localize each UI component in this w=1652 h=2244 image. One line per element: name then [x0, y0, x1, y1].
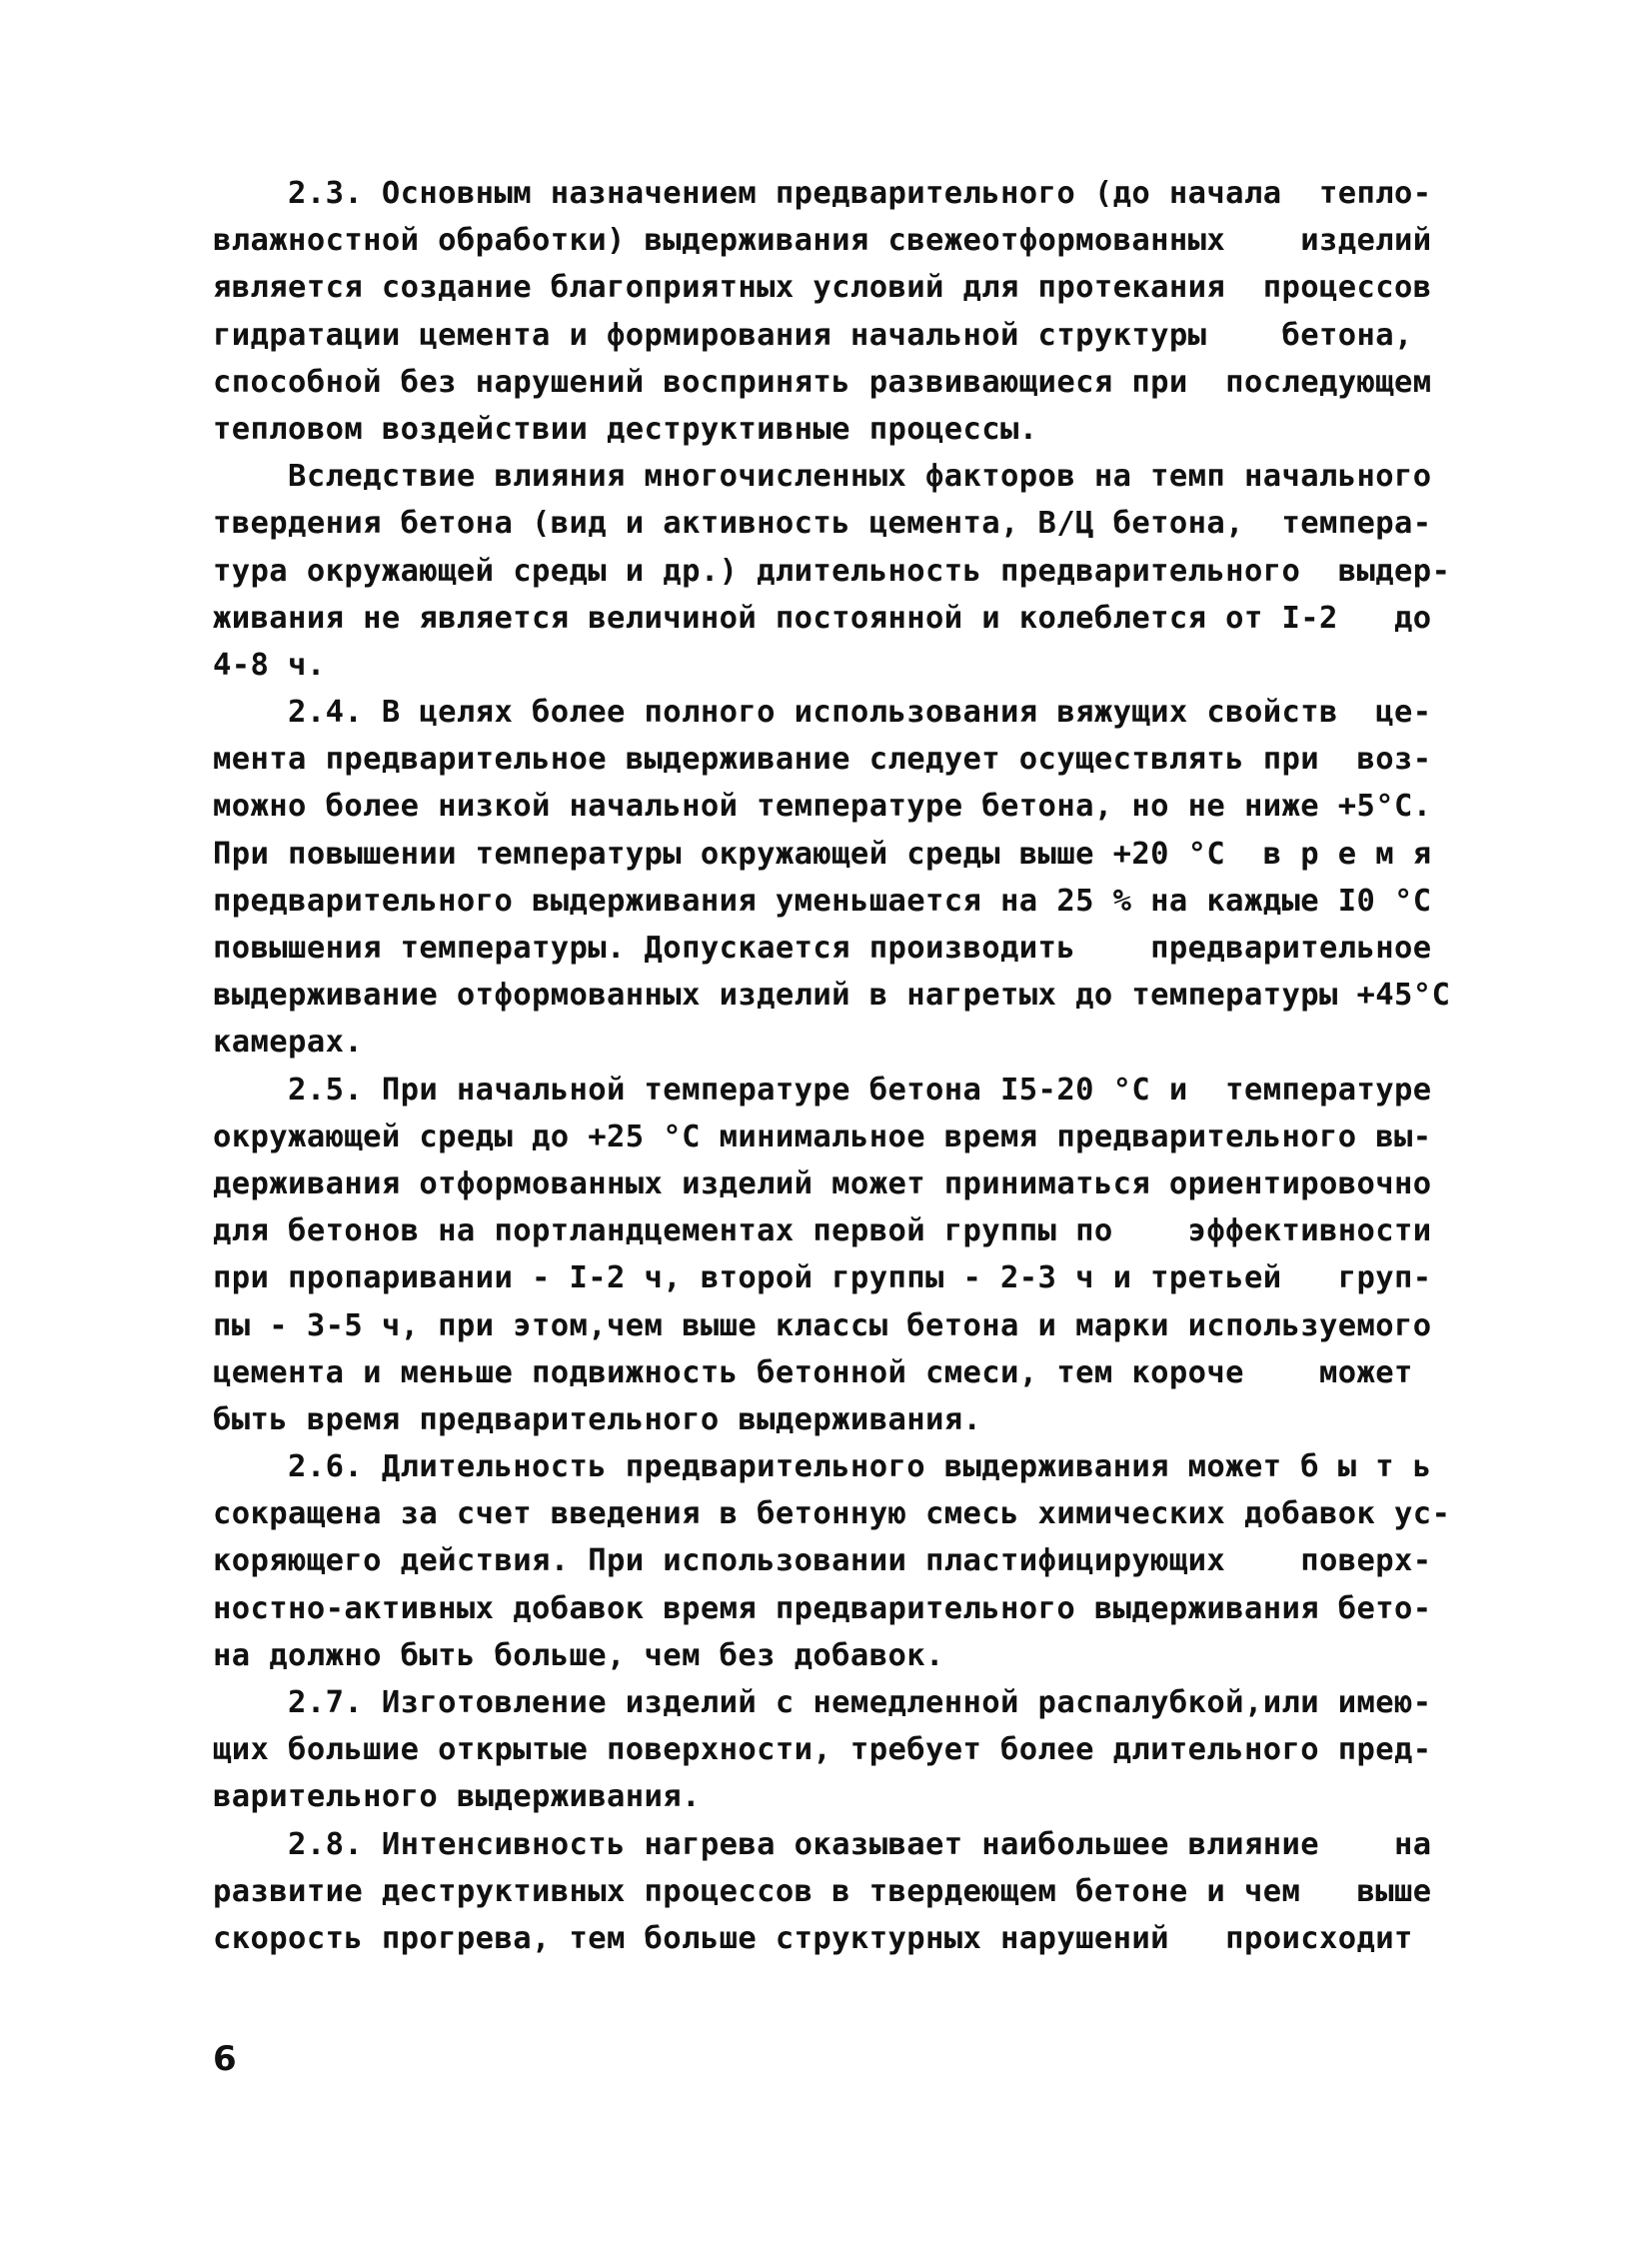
- text-line: мента предварительное выдерживание следует осуществлять при воз-: [213, 742, 1432, 778]
- text-line: для бетонов на портландцементах первой группы по эффективности: [213, 1213, 1432, 1249]
- text-line: живания не является величиной постоянной и колеблется от I-2 до: [213, 600, 1432, 636]
- text-line: быть время предварительного выдерживания.: [213, 1401, 982, 1437]
- text-line: ностно-активных добавок время предварительного выдерживания бето-: [213, 1590, 1432, 1626]
- text-line: предварительного выдерживания уменьшается на 25 % на каждые I0 °С: [213, 883, 1432, 919]
- text-line: При повышении температуры окружающей среды выше +20 °С в р е м я: [213, 836, 1432, 872]
- text-line: 2.3. Основным назначением предварительного (до начала тепло-: [213, 176, 1432, 211]
- text-line: при пропаривании - I-2 ч, второй группы - 2-3 ч и третьей груп-: [213, 1260, 1432, 1296]
- text-line: является создание благоприятных условий для протекания процессов: [213, 270, 1432, 306]
- text-line: окружающей среды до +25 °С минимальное время предварительного вы-: [213, 1119, 1432, 1154]
- text-line: 2.8. Интенсивность нагрева оказывает наибольшее влияние на: [213, 1826, 1432, 1862]
- text-line: тура окружающей среды и др.) длительность предварительного выдер-: [213, 553, 1451, 589]
- text-line: можно более низкой начальной температуре бетона, но не ниже +5°С.: [213, 789, 1432, 825]
- text-line: сокращена за счет введения в бетонную смесь химических добавок ус-: [213, 1496, 1451, 1532]
- text-line: повышения температуры. Допускается производить предварительное: [213, 931, 1432, 966]
- text-line: щих большие открытые поверхности, требует более длительного пред-: [213, 1732, 1432, 1768]
- text-line: 4-8 ч.: [213, 647, 326, 683]
- text-line: 2.6. Длительность предварительного выдерживания может б ы т ь: [213, 1449, 1432, 1485]
- text-line: 2.7. Изготовление изделий с немедленной распалубкой,или имею-: [213, 1685, 1432, 1720]
- text-line: твердения бетона (вид и активность цемента, В/Ц бетона, темпера-: [213, 506, 1432, 542]
- text-line: развитие деструктивных процессов в твердеющем бетоне и чем выше: [213, 1873, 1432, 1909]
- text-line: пы - 3-5 ч, при этом,чем выше классы бетона и марки используемого: [213, 1307, 1432, 1343]
- text-line: держивания отформованных изделий может приниматься ориентировочно: [213, 1165, 1432, 1201]
- text-line: влажностной обработки) выдерживания свежеотформованных изделий: [213, 223, 1432, 259]
- text-line: 2.4. В целях более полного использования вяжущих свойств це-: [213, 695, 1432, 731]
- text-line: коряющего действия. При использовании пластифицирующих поверх-: [213, 1543, 1432, 1579]
- document-page: [213, 170, 1472, 1962]
- text-line: варительного выдерживания.: [213, 1779, 701, 1815]
- text-line: гидратации цемента и формирования начальной структуры бетона,: [213, 317, 1413, 353]
- page-number: 6: [213, 2039, 237, 2079]
- text-line: тепловом воздействии деструктивные процессы.: [213, 411, 1038, 447]
- text-line: Вследствие влияния многочисленных факторов на темп начального: [213, 459, 1432, 495]
- text-line: выдерживание отформованных изделий в нагретых до температуры +45°С: [213, 978, 1451, 1014]
- text-line: скорость прогрева, тем больше структурных нарушений происходит: [213, 1920, 1413, 1956]
- text-line: камерах.: [213, 1025, 364, 1061]
- text-line: 2.5. При начальной температуре бетона I5-20 °С и температуре: [213, 1072, 1432, 1108]
- text-line: способной без нарушений воспринять развивающиеся при последующем: [213, 364, 1432, 400]
- text-line: цемента и меньше подвижность бетонной смеси, тем короче может: [213, 1354, 1413, 1390]
- text-line: на должно быть больше, чем без добавок.: [213, 1637, 944, 1673]
